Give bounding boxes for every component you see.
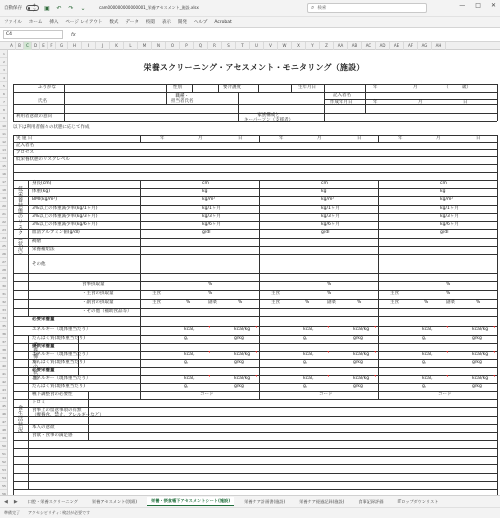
menu-item-4[interactable]: 数式 bbox=[109, 20, 119, 25]
row-header[interactable]: 36 bbox=[0, 330, 8, 338]
menu-item-10[interactable]: Acrobat bbox=[214, 19, 232, 25]
bedsore-label: 褥瘡 bbox=[32, 239, 41, 244]
row-header[interactable]: 37 bbox=[0, 338, 8, 346]
family-label: 家族構成と キーパーソン（支援者） bbox=[244, 113, 294, 124]
row-header[interactable]: 53 bbox=[0, 466, 8, 474]
row-header[interactable]: 46 bbox=[0, 410, 8, 418]
period-year: 年 bbox=[160, 136, 165, 141]
file-name: cam000000000000001_栄養アセスメント_施設.xlsx bbox=[99, 5, 199, 10]
row-header[interactable]: 39 bbox=[0, 354, 8, 362]
self-intent-label: 本人の意欲 bbox=[32, 425, 55, 430]
unit-kg1m: kg/1ヶ月 bbox=[202, 206, 221, 211]
nutrient-unit: kcal, bbox=[184, 376, 195, 381]
row-header[interactable]: 11 bbox=[0, 130, 8, 138]
menu-item-9[interactable]: ヘルプ bbox=[193, 20, 208, 25]
sheet-tab-5[interactable]: 食事記録評価 bbox=[358, 498, 384, 504]
row-header[interactable]: 27 bbox=[0, 258, 8, 266]
row-header[interactable]: 40 bbox=[0, 362, 8, 370]
row-header[interactable]: 28 bbox=[0, 266, 8, 274]
nutrient-required: 必要栄養量 bbox=[32, 317, 55, 322]
comment-marker bbox=[255, 351, 257, 353]
row-header[interactable]: 20 bbox=[0, 202, 8, 210]
row-header[interactable]: 45 bbox=[0, 402, 8, 410]
customize-quick-access-icon[interactable]: ⌄ bbox=[80, 4, 86, 12]
unit-kg: kg bbox=[321, 189, 327, 194]
nutrient-energy3: エネルギー（現体重当たり） bbox=[32, 376, 91, 381]
unit-kg: kg bbox=[440, 189, 446, 194]
column-header-AF[interactable]: AF bbox=[404, 42, 418, 50]
row-header[interactable]: 55 bbox=[0, 482, 8, 490]
formula-bar bbox=[0, 28, 500, 42]
row-header[interactable]: 41 bbox=[0, 370, 8, 378]
intake-percent: % bbox=[208, 282, 213, 287]
row-header[interactable]: 51 bbox=[0, 450, 8, 458]
row-header[interactable]: 47 bbox=[0, 418, 8, 426]
nutrient-unit-per-kg: kcal/kg bbox=[472, 376, 489, 381]
staple-food-label: 主食 bbox=[152, 300, 161, 305]
autosave-toggle[interactable] bbox=[26, 5, 39, 11]
nutrition-care-label: 栄養補給法 bbox=[32, 247, 55, 252]
side-dish-label: 副菜 bbox=[327, 300, 336, 305]
unit-kg6m: kg/6ヶ月 bbox=[440, 222, 459, 227]
unit-kgm2: kg/m² bbox=[321, 197, 335, 202]
nutrient-unit: g, bbox=[184, 360, 189, 365]
unit-cm: cm bbox=[440, 181, 447, 186]
row-header[interactable]: 24 bbox=[0, 234, 8, 242]
column-header-S[interactable]: S bbox=[222, 42, 236, 50]
nutrient-energy: エネルギー（現体重当たり） bbox=[32, 327, 91, 332]
nutrient-unit-per-kg: kcal/kg bbox=[234, 327, 251, 332]
risk-item-wl6m: 3%以上の体重減少率(kg/6ヶ月) bbox=[32, 222, 98, 227]
row-header[interactable]: 52 bbox=[0, 458, 8, 466]
intake-section-label: 栄養補給の状態 bbox=[32, 342, 38, 381]
nutrient-unit: kcal, bbox=[422, 327, 433, 332]
row-header[interactable]: 31 bbox=[0, 290, 8, 298]
row-header[interactable]: 5 bbox=[0, 82, 8, 90]
column-header-I[interactable]: I bbox=[82, 42, 96, 50]
row-header[interactable]: 54 bbox=[0, 474, 8, 482]
search-box[interactable] bbox=[307, 3, 427, 13]
column-header-K[interactable]: K bbox=[110, 42, 124, 50]
unit-gdl: g/dl bbox=[440, 230, 449, 235]
column-header-F[interactable]: F bbox=[48, 42, 56, 50]
nutrient-unit-per-kg: g/kg bbox=[353, 336, 363, 341]
nutrient-protein3: たんぱく質(現体重当たり) bbox=[32, 384, 86, 389]
implement-date-label: 実 施 日 bbox=[16, 136, 33, 141]
birth-month: 月 bbox=[413, 85, 418, 90]
row-header[interactable]: 12 bbox=[0, 138, 8, 146]
unit-kg3m: kg/3ヶ月 bbox=[321, 214, 340, 219]
row-header[interactable]: 42 bbox=[0, 378, 8, 386]
nutrient-unit-per-kg: g/kg bbox=[234, 360, 244, 365]
comment-marker bbox=[446, 351, 448, 353]
comment-marker bbox=[493, 351, 495, 353]
sheet-tab-6[interactable]: ITロップダウンリスト bbox=[397, 498, 439, 504]
column-header-V[interactable]: V bbox=[264, 42, 278, 50]
nutrient-protein2: たんぱく質(現体重当たり) bbox=[32, 360, 86, 365]
nutrient-unit: g, bbox=[422, 384, 427, 389]
side-intake-label: ・副食の摂取量 bbox=[82, 300, 114, 305]
staple-percent: % bbox=[305, 300, 310, 305]
unit-kg6m: kg/6ヶ月 bbox=[202, 222, 221, 227]
column-header-H[interactable]: H bbox=[68, 42, 82, 50]
period-day: 日 bbox=[476, 136, 481, 141]
birth-year: 年 bbox=[373, 85, 378, 90]
period-day: 日 bbox=[238, 136, 243, 141]
gender-label: 性別 bbox=[173, 85, 182, 90]
nutrient-unit-per-kg: g/kg bbox=[353, 384, 363, 389]
process-row-label: プロセス bbox=[16, 150, 34, 155]
unit-cm: cm bbox=[202, 181, 209, 186]
row-header[interactable]: 9 bbox=[0, 114, 8, 122]
column-header-N[interactable]: N bbox=[152, 42, 166, 50]
unit-kg6m: kg/6ヶ月 bbox=[321, 222, 340, 227]
row-header[interactable]: 10 bbox=[0, 122, 8, 130]
nutrient-unit-per-kg: kcal/kg bbox=[472, 327, 489, 332]
column-header-AE[interactable]: AE bbox=[390, 42, 404, 50]
row-header[interactable]: 6 bbox=[0, 90, 8, 98]
nutrient-unit: kcal, bbox=[303, 352, 314, 357]
eating-section-label: 食生活状況 bbox=[17, 405, 23, 433]
meal-form-label: 嚥下調整食の必要性 bbox=[32, 392, 73, 397]
search-icon: ⌕ bbox=[311, 4, 315, 11]
nutrient-unit-per-kg: g/kg bbox=[353, 360, 363, 365]
note-text: 以下は利用者個々の状態に応じて作成 bbox=[13, 125, 90, 130]
staple-food-label: 主食 bbox=[271, 291, 280, 296]
comment-marker bbox=[493, 326, 495, 328]
staple-percent: % bbox=[327, 291, 332, 296]
nutrient-unit: kcal, bbox=[303, 376, 314, 381]
side-percent: % bbox=[357, 300, 362, 305]
staple-percent: % bbox=[208, 291, 213, 296]
nutrient-needed: 必要栄養量 bbox=[32, 368, 55, 373]
column-header-P[interactable]: P bbox=[180, 42, 194, 50]
period-month: 月 bbox=[317, 136, 322, 141]
close-icon[interactable]: ✕ bbox=[490, 2, 496, 9]
meal-state-label: 食欲・食事の満足感 bbox=[32, 433, 73, 438]
column-header-AD[interactable]: AD bbox=[376, 42, 390, 50]
column-header-E[interactable]: E bbox=[40, 42, 48, 50]
unit-kg3m: kg/3ヶ月 bbox=[440, 214, 459, 219]
toromi-label: トロミ bbox=[32, 400, 46, 405]
menu-item-2[interactable]: 挿入 bbox=[49, 20, 59, 25]
prev-sheet-icon[interactable]: ◀ bbox=[4, 498, 8, 505]
column-header-Z[interactable]: Z bbox=[320, 42, 334, 50]
search-placeholder: 検索 bbox=[317, 6, 327, 11]
row-header[interactable]: 19 bbox=[0, 194, 8, 202]
comment-marker bbox=[208, 375, 210, 377]
row-header[interactable]: 50 bbox=[0, 442, 8, 450]
comment-marker bbox=[327, 326, 329, 328]
code-label: コード bbox=[438, 392, 452, 397]
row-header[interactable]: 33 bbox=[0, 306, 8, 314]
intake-percent: % bbox=[327, 282, 332, 287]
menu-item-6[interactable]: 校閲 bbox=[145, 20, 155, 25]
row-header[interactable]: 7 bbox=[0, 98, 8, 106]
sheet-tab-2[interactable]: 栄養・摂食嚥下アセスメントシート(施設) bbox=[147, 497, 234, 506]
maximize-icon[interactable]: □ bbox=[475, 2, 481, 9]
created-year: 年 bbox=[373, 100, 378, 105]
column-header-D[interactable]: D bbox=[32, 42, 40, 50]
row-header[interactable]: 18 bbox=[0, 186, 8, 194]
nutrient-unit: g, bbox=[303, 360, 308, 365]
status-bar bbox=[0, 507, 500, 518]
risk-item-height: 身長(cm) bbox=[32, 181, 52, 186]
row-header[interactable]: 35 bbox=[0, 322, 8, 330]
row-header[interactable]: 25 bbox=[0, 242, 8, 250]
comment-marker bbox=[255, 375, 257, 377]
nutrient-unit-per-kg: kcal/kg bbox=[353, 327, 370, 332]
menu-item-5[interactable]: データ bbox=[125, 20, 139, 25]
nutrient-unit-per-kg: kcal/kg bbox=[353, 352, 370, 357]
purpose-label: 利用者意欲の意向 bbox=[16, 114, 52, 119]
side-percent: % bbox=[476, 300, 481, 305]
column-header-J[interactable]: J bbox=[96, 42, 110, 50]
row-header[interactable]: 1 bbox=[0, 50, 8, 58]
row-header[interactable]: 15 bbox=[0, 162, 8, 170]
row-header[interactable]: 21 bbox=[0, 210, 8, 218]
risk-item-bmi: BMI(kg/m²) bbox=[32, 197, 57, 202]
nutrient-unit-per-kg: g/kg bbox=[234, 336, 244, 341]
column-header-Y[interactable]: Y bbox=[306, 42, 320, 50]
birth-age: （ 歳） bbox=[444, 85, 471, 90]
autosave-label: 自動保存 bbox=[4, 6, 22, 11]
nutrient-unit: kcal, bbox=[303, 327, 314, 332]
row-header[interactable]: 17 bbox=[0, 178, 8, 186]
row-header[interactable]: 32 bbox=[0, 298, 8, 306]
comment-marker bbox=[374, 375, 376, 377]
menu-item-7[interactable]: 表示 bbox=[161, 20, 171, 25]
intake-percent: % bbox=[446, 282, 451, 287]
birthdate-label: 生年月日 bbox=[298, 85, 316, 90]
nutrient-unit: kcal, bbox=[422, 352, 433, 357]
column-header-A[interactable]: A bbox=[8, 42, 16, 50]
nutrient-unit-per-kg: kcal/kg bbox=[353, 376, 370, 381]
comment-marker bbox=[327, 351, 329, 353]
row-header[interactable]: 13 bbox=[0, 146, 8, 154]
column-header-AG[interactable]: AG bbox=[418, 42, 432, 50]
column-header-L[interactable]: L bbox=[124, 42, 138, 50]
name-label: 氏名 bbox=[38, 99, 47, 104]
comment-marker bbox=[446, 375, 448, 377]
furigana-label: ふりがな bbox=[38, 85, 56, 90]
sheet-tab-0[interactable]: 口腔・栄養スクリーニング bbox=[27, 498, 78, 504]
staff-label: 職種・ 担当者氏名 bbox=[171, 94, 194, 105]
staple-food-label: 主食 bbox=[152, 291, 161, 296]
nutrient-unit-per-kg: kcal/kg bbox=[472, 352, 489, 357]
sheet-tab-1[interactable]: 栄養アセスメント(別紙) bbox=[91, 498, 137, 504]
staple-percent: % bbox=[446, 291, 451, 296]
autosave-state: オフ bbox=[32, 3, 36, 12]
column-header-W[interactable]: W bbox=[278, 42, 292, 50]
row-header[interactable]: 34 bbox=[0, 314, 8, 322]
unit-kgm2: kg/m² bbox=[202, 197, 216, 202]
accessibility-status[interactable]: アクセシビリティ: 検討が必要です bbox=[28, 510, 91, 515]
unit-kg1m: kg/1ヶ月 bbox=[440, 206, 459, 211]
problems-label: 食事上の留意事項の有無 （療養食、禁止、アレルギーなど） bbox=[32, 408, 104, 419]
nutrient-unit-per-kg: g/kg bbox=[472, 336, 482, 341]
risk-item-wl3m: 3%以上の体重減少率(kg/1ヶ月) bbox=[32, 206, 98, 211]
column-header-M[interactable]: M bbox=[138, 42, 152, 50]
row-header[interactable]: 23 bbox=[0, 226, 8, 234]
row-header[interactable]: 3 bbox=[0, 66, 8, 74]
column-header-AC[interactable]: AC bbox=[362, 42, 376, 50]
column-header-AB[interactable]: AB bbox=[348, 42, 362, 50]
staple-intake-label: ・主食の摂取量 bbox=[82, 291, 114, 296]
created-month: 月 bbox=[418, 100, 423, 105]
nutrient-unit-per-kg: g/kg bbox=[472, 384, 482, 389]
period-day: 日 bbox=[357, 136, 362, 141]
row-headers bbox=[0, 50, 8, 495]
menu-item-8[interactable]: 開発 bbox=[177, 20, 187, 25]
worksheet[interactable] bbox=[8, 50, 500, 495]
code-label: コード bbox=[319, 392, 333, 397]
period-year: 年 bbox=[279, 136, 284, 141]
column-header-C[interactable]: C bbox=[24, 42, 32, 50]
nutrient-provided: 提供栄養量 bbox=[32, 344, 55, 349]
column-header-AH[interactable]: AH bbox=[432, 42, 446, 50]
comment-marker bbox=[493, 375, 495, 377]
risk-item-wl3m2: 3%以上の体重減少率(kg/3ヶ月) bbox=[32, 214, 98, 219]
row-header[interactable]: 44 bbox=[0, 394, 8, 402]
title-bar bbox=[0, 0, 500, 17]
nutrient-energy2: エネルギー（現体重当たり） bbox=[32, 352, 91, 357]
low-risk-level-label: 低栄養状態のリスクレベル bbox=[16, 157, 70, 162]
function-icon[interactable]: fx bbox=[71, 31, 76, 38]
comment-marker bbox=[374, 351, 376, 353]
sheet-tab-3[interactable]: 栄養ケア計画書(施設) bbox=[244, 498, 286, 504]
column-header-U[interactable]: U bbox=[250, 42, 264, 50]
form-title: 栄養スクリーニング・アセスメント・モニタリング（施設） bbox=[143, 63, 365, 72]
menu-item-0[interactable]: ファイル bbox=[4, 20, 22, 25]
staple-food-label: 主食 bbox=[390, 300, 399, 305]
comment-marker bbox=[327, 375, 329, 377]
save-icon[interactable]: ▣ bbox=[44, 4, 50, 12]
nutrient-unit: g, bbox=[303, 384, 308, 389]
code-label: コード bbox=[200, 392, 214, 397]
row-header[interactable]: 14 bbox=[0, 154, 8, 162]
name-box[interactable]: C4 bbox=[3, 30, 63, 39]
unit-kg1m: kg/1ヶ月 bbox=[321, 206, 340, 211]
unit-kg: kg bbox=[202, 189, 208, 194]
staple-percent: % bbox=[186, 300, 191, 305]
side-dish-label: 副菜 bbox=[446, 300, 455, 305]
row-header[interactable]: 8 bbox=[0, 106, 8, 114]
column-header-AA[interactable]: AA bbox=[334, 42, 348, 50]
comment-marker bbox=[208, 351, 210, 353]
status-ready: 準備完了 bbox=[4, 510, 20, 515]
column-header-Q[interactable]: Q bbox=[194, 42, 208, 50]
row-header[interactable]: 16 bbox=[0, 170, 8, 178]
care-level-label: 要介護度 bbox=[223, 85, 241, 90]
menu-item-3[interactable]: ページ レイアウト bbox=[65, 20, 103, 25]
row-header[interactable]: 56 bbox=[0, 490, 8, 495]
row-header[interactable]: 2 bbox=[0, 58, 8, 66]
comment-marker bbox=[374, 326, 376, 328]
nutrient-unit: g, bbox=[184, 336, 189, 341]
period-month: 月 bbox=[198, 136, 203, 141]
column-header-R[interactable]: R bbox=[208, 42, 222, 50]
other-label: その他 bbox=[32, 262, 46, 267]
row-header[interactable]: 49 bbox=[0, 434, 8, 442]
row-header[interactable]: 29 bbox=[0, 274, 8, 282]
undo-icon[interactable]: ↶ bbox=[56, 4, 62, 12]
unit-kg3m: kg/3ヶ月 bbox=[202, 214, 221, 219]
row-header[interactable]: 26 bbox=[0, 250, 8, 258]
unit-gdl: g/dl bbox=[202, 230, 211, 235]
row-header[interactable]: 38 bbox=[0, 346, 8, 354]
nutrient-unit: g, bbox=[303, 336, 308, 341]
created-label: 作成年月日 bbox=[330, 100, 353, 105]
row-header[interactable]: 43 bbox=[0, 386, 8, 394]
ribbon-menu bbox=[0, 17, 500, 28]
column-header-X[interactable]: X bbox=[292, 42, 306, 50]
nutrient-unit: g, bbox=[422, 360, 427, 365]
nutrient-unit-per-kg: kcal/kg bbox=[234, 376, 251, 381]
recorder-label: 記入者名 bbox=[333, 93, 351, 98]
nutrient-unit-per-kg: kcal/kg bbox=[234, 352, 251, 357]
staple-percent: % bbox=[424, 300, 429, 305]
nutrient-unit-per-kg: g/kg bbox=[472, 360, 482, 365]
sheet-tab-4[interactable]: 栄養ケア経過記録(施設) bbox=[299, 498, 345, 504]
other-food-label: ・その他（補助食品等） bbox=[82, 309, 132, 314]
created-day: 日 bbox=[463, 100, 468, 105]
column-header-G[interactable]: G bbox=[56, 42, 68, 50]
side-dish-label: 副菜 bbox=[208, 300, 217, 305]
comment-marker bbox=[255, 326, 257, 328]
nutrient-unit-per-kg: g/kg bbox=[234, 384, 244, 389]
menu-item-1[interactable]: ホーム bbox=[28, 20, 43, 25]
unit-kgm2: kg/m² bbox=[440, 197, 454, 202]
staple-food-label: 主食 bbox=[271, 300, 280, 305]
row-header[interactable]: 4 bbox=[0, 74, 8, 82]
unit-gdl: g/dl bbox=[321, 230, 330, 235]
sheet-tabs bbox=[0, 495, 500, 507]
next-sheet-icon[interactable]: ▶ bbox=[13, 498, 18, 505]
risk-item-alb: 血清アルブミン値(g/dl) bbox=[32, 230, 80, 235]
column-headers bbox=[0, 42, 500, 50]
risk-item-weight: 体重(kg) bbox=[32, 189, 50, 194]
column-header-T[interactable]: T bbox=[236, 42, 250, 50]
staple-food-label: 主食 bbox=[390, 291, 399, 296]
unit-cm: cm bbox=[321, 181, 328, 186]
recorder-row-label: 記入者名 bbox=[16, 143, 34, 148]
row-header[interactable]: 48 bbox=[0, 426, 8, 434]
period-year: 年 bbox=[398, 136, 403, 141]
redo-icon[interactable]: ↷ bbox=[68, 4, 74, 12]
intake-total-label: 食事摂取量 bbox=[82, 282, 105, 287]
nutrient-unit: g, bbox=[184, 384, 189, 389]
risk-section-label: 低栄養状態のリスク（状況） bbox=[17, 186, 23, 258]
nutrient-unit: kcal, bbox=[184, 352, 195, 357]
row-header[interactable]: 22 bbox=[0, 218, 8, 226]
row-header[interactable]: 30 bbox=[0, 282, 8, 290]
nutrient-unit: kcal, bbox=[184, 327, 195, 332]
comment-marker bbox=[446, 326, 448, 328]
window-controls bbox=[459, 2, 496, 9]
minimize-icon[interactable]: — bbox=[459, 2, 466, 9]
period-month: 月 bbox=[436, 136, 441, 141]
nutrient-protein: たんぱく質(現体重当たり) bbox=[32, 336, 86, 341]
nutrient-unit: g, bbox=[422, 336, 427, 341]
column-header-B[interactable]: B bbox=[16, 42, 24, 50]
nutrient-unit: kcal, bbox=[422, 376, 433, 381]
comment-marker bbox=[208, 326, 210, 328]
side-percent: % bbox=[238, 300, 243, 305]
column-header-O[interactable]: O bbox=[166, 42, 180, 50]
